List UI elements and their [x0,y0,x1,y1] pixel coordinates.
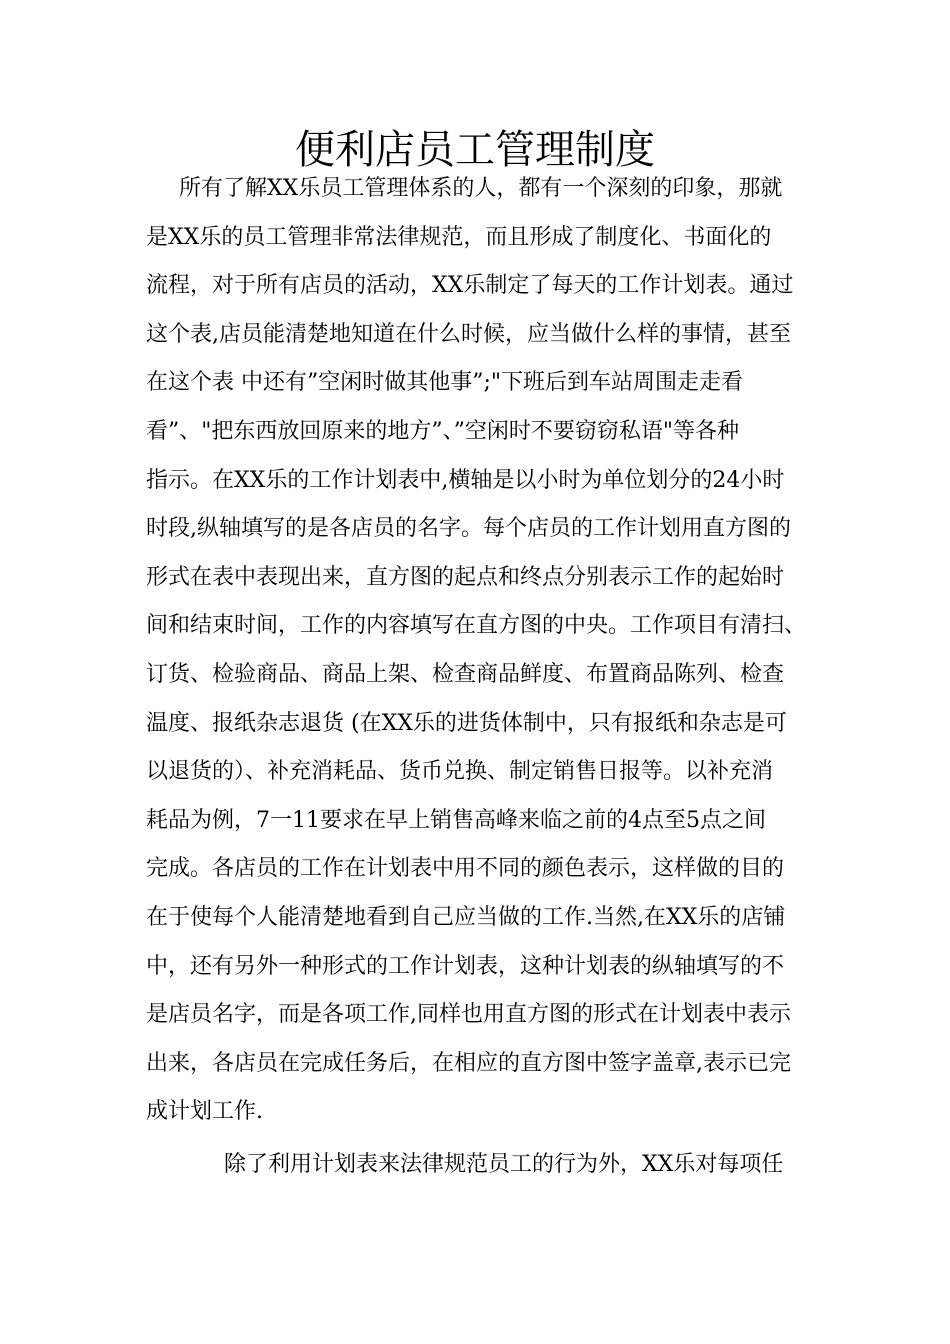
paragraph-1-line: 流程，对于所有店员的活动，XX乐制定了每天的工作计划表。通过 [146,273,794,299]
paragraph-1-line: 耗品为例，7一11要求在早上销售高峰来临之前的4点至5点之间 [146,807,766,833]
paragraph-1-line: 以退货的）、补充消耗品、货币兑换、制定销售日报等。以补充消 [146,759,774,785]
paragraph-1-line: 间和结束时间，工作的内容填写在直方图的中央。工作项目有清扫、 [146,613,807,639]
paragraph-1-line: 在这个表 中还有”空闲时做其他事”;"下班后到车站周围走走看 [146,370,744,396]
paragraph-1-line: 是店员名字，而是各项工作,同样也用直方图的形式在计划表中表示 [146,1002,791,1028]
paragraph-1-line: 成计划工作. [146,1099,263,1125]
paragraph-1-line: 这个表,店员能清楚地知道在什么时候，应当做什么样的事情，甚至 [146,321,791,347]
paragraph-1-line: 是XX乐的员工管理非常法律规范，而且形成了制度化、书面化的 [146,224,772,250]
paragraph-1-line: 看”、"把东西放回原来的地方”、”空闲时不要窃窃私语"等各种 [146,418,739,444]
paragraph-1-line: 形式在表中表现出来，直方图的起点和终点分别表示工作的起始时 [146,564,785,590]
document-body [146,165,836,1189]
paragraph-1-line: 订货、检验商品、商品上架、检查商品鲜度、布置商品陈列、检查 [146,661,785,687]
paragraph-1-line: 所有了解XX乐员工管理体系的人，都有一个深刻的印象，那就 [179,176,783,201]
paragraph-1-line: 完成。各店员的工作在计划表中用不同的颜色表示，这样做的目的 [146,856,785,882]
paragraph-1-line: 出来，各店员在完成任务后，在相应的直方图中签字盖章,表示已完 [146,1050,791,1076]
paragraph-1-line: 在于使每个人能清楚地看到自己应当做的工作.当然,在XX乐的店铺 [146,904,786,930]
paragraph-2-line: 除了利用计划表来法律规范员工的行为外，XX乐对每项任 [224,1151,784,1177]
paragraph-1-line: 中，还有另外一种形式的工作计划表，这种计划表的纵轴填写的不 [146,953,785,979]
paragraph-1-line: 时段,纵轴填写的是各店员的名字。每个店员的工作计划用直方图的 [146,516,791,542]
document-title: 便利店员工管理制度 [295,127,655,173]
paragraph-1-line: 指示。在XX乐的工作计划表中,横轴是以小时为单位划分的24小时 [146,467,785,493]
paragraph-1-line: 温度、报纸杂志退货 (在XX乐的进货体制中，只有报纸和杂志是可 [146,710,787,736]
